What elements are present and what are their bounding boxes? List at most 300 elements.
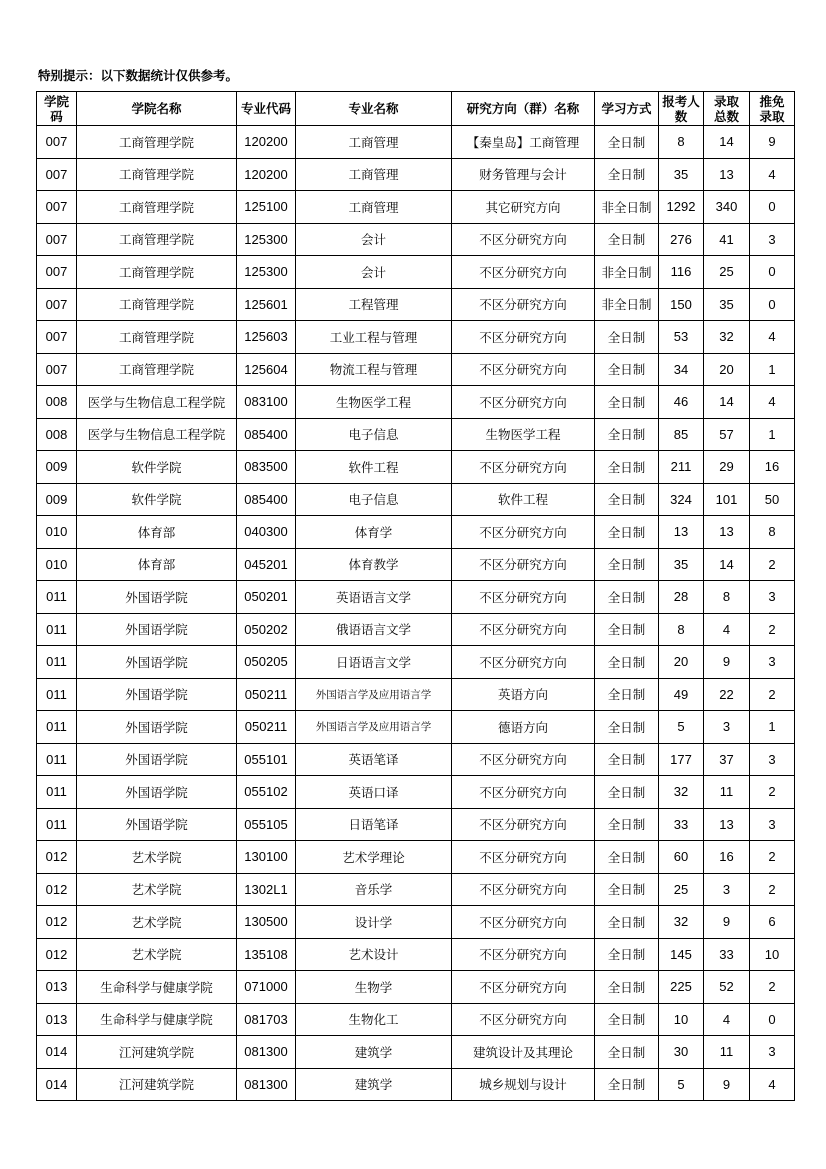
cell-admitted-total: 4 [704,1003,750,1036]
cell-major-code: 135108 [237,938,296,971]
cell-major-name: 体育学 [296,516,452,549]
cell-exempt-admitted: 9 [750,126,795,159]
cell-admitted-total: 340 [704,191,750,224]
cell-applicants: 324 [659,483,704,516]
cell-exempt-admitted: 1 [750,353,795,386]
cell-study-mode: 非全日制 [595,191,659,224]
cell-exempt-admitted: 2 [750,548,795,581]
cell-major-name: 艺术设计 [296,938,452,971]
cell-research-direction: 不区分研究方向 [452,873,595,906]
cell-major-name: 生物医学工程 [296,386,452,419]
table-row [37,353,795,386]
cell-study-mode: 全日制 [595,1068,659,1101]
table-row [37,418,795,451]
cell-study-mode: 全日制 [595,743,659,776]
cell-admitted-total: 35 [704,288,750,321]
table-row [37,646,795,679]
cell-admitted-total: 13 [704,516,750,549]
cell-college-name: 软件学院 [77,451,237,484]
cell-college-name: 工商管理学院 [77,191,237,224]
cell-exempt-admitted: 6 [750,906,795,939]
cell-major-code: 050202 [237,613,296,646]
cell-major-name: 工商管理 [296,191,452,224]
cell-admitted-total: 29 [704,451,750,484]
table-row [37,321,795,354]
cell-research-direction: 不区分研究方向 [452,256,595,289]
cell-major-name: 电子信息 [296,483,452,516]
cell-college-code: 011 [37,646,77,679]
cell-admitted-total: 33 [704,938,750,971]
table-row [37,581,795,614]
cell-applicants: 276 [659,223,704,256]
cell-exempt-admitted: 0 [750,256,795,289]
cell-major-code: 130500 [237,906,296,939]
cell-major-code: 050201 [237,581,296,614]
cell-applicants: 211 [659,451,704,484]
cell-major-name: 生物学 [296,971,452,1004]
header-applicants: 报考人数 [659,92,704,126]
cell-applicants: 20 [659,646,704,679]
cell-research-direction: 生物医学工程 [452,418,595,451]
table-row [37,1036,795,1069]
cell-admitted-total: 9 [704,646,750,679]
cell-applicants: 8 [659,126,704,159]
cell-study-mode: 全日制 [595,451,659,484]
cell-applicants: 10 [659,1003,704,1036]
cell-major-code: 050211 [237,678,296,711]
cell-major-name: 设计学 [296,906,452,939]
cell-exempt-admitted: 4 [750,158,795,191]
cell-major-name: 工商管理 [296,158,452,191]
cell-major-name: 软件工程 [296,451,452,484]
cell-college-code: 007 [37,256,77,289]
cell-exempt-admitted: 2 [750,873,795,906]
cell-major-name: 工业工程与管理 [296,321,452,354]
cell-college-code: 007 [37,321,77,354]
cell-admitted-total: 14 [704,126,750,159]
cell-college-name: 艺术学院 [77,938,237,971]
cell-admitted-total: 14 [704,548,750,581]
cell-major-name: 日语笔译 [296,808,452,841]
cell-admitted-total: 20 [704,353,750,386]
cell-major-code: 081703 [237,1003,296,1036]
cell-college-name: 医学与生物信息工程学院 [77,418,237,451]
table-row [37,191,795,224]
cell-research-direction: 不区分研究方向 [452,581,595,614]
cell-college-code: 011 [37,613,77,646]
cell-college-name: 外国语学院 [77,613,237,646]
cell-major-code: 125601 [237,288,296,321]
cell-admitted-total: 3 [704,873,750,906]
table-row [37,548,795,581]
notice-text: 特别提示：以下数据统计仅供参考。 [38,68,239,83]
cell-admitted-total: 9 [704,906,750,939]
cell-college-name: 外国语学院 [77,776,237,809]
cell-applicants: 60 [659,841,704,874]
cell-study-mode: 全日制 [595,808,659,841]
cell-research-direction: 不区分研究方向 [452,743,595,776]
cell-college-name: 工商管理学院 [77,223,237,256]
cell-exempt-admitted: 3 [750,646,795,679]
cell-research-direction: 其它研究方向 [452,191,595,224]
cell-research-direction: 不区分研究方向 [452,353,595,386]
cell-admitted-total: 101 [704,483,750,516]
cell-major-code: 071000 [237,971,296,1004]
cell-study-mode: 全日制 [595,906,659,939]
table-row [37,906,795,939]
cell-admitted-total: 13 [704,158,750,191]
cell-major-code: 083100 [237,386,296,419]
cell-research-direction: 不区分研究方向 [452,938,595,971]
cell-admitted-total: 11 [704,1036,750,1069]
cell-applicants: 32 [659,776,704,809]
table-row [37,223,795,256]
cell-study-mode: 全日制 [595,516,659,549]
cell-major-code: 083500 [237,451,296,484]
cell-major-code: 055102 [237,776,296,809]
cell-college-name: 江河建筑学院 [77,1036,237,1069]
cell-college-name: 艺术学院 [77,873,237,906]
table-row [37,1003,795,1036]
cell-exempt-admitted: 3 [750,808,795,841]
header-study-mode: 学习方式 [595,92,659,126]
cell-college-code: 011 [37,743,77,776]
cell-study-mode: 全日制 [595,873,659,906]
cell-admitted-total: 3 [704,711,750,744]
cell-major-code: 085400 [237,483,296,516]
cell-major-code: 055101 [237,743,296,776]
cell-study-mode: 全日制 [595,223,659,256]
cell-research-direction: 不区分研究方向 [452,321,595,354]
cell-research-direction: 不区分研究方向 [452,223,595,256]
cell-college-name: 工商管理学院 [77,288,237,321]
table-row [37,288,795,321]
cell-exempt-admitted: 2 [750,841,795,874]
cell-college-name: 工商管理学院 [77,353,237,386]
header-major-name: 专业名称 [296,92,452,126]
cell-college-name: 医学与生物信息工程学院 [77,386,237,419]
cell-college-code: 012 [37,841,77,874]
cell-research-direction: 【秦皇岛】工商管理 [452,126,595,159]
cell-research-direction: 英语方向 [452,678,595,711]
cell-college-name: 体育部 [77,548,237,581]
cell-college-code: 009 [37,451,77,484]
cell-admitted-total: 13 [704,808,750,841]
cell-major-name: 工程管理 [296,288,452,321]
cell-major-name: 俄语语言文学 [296,613,452,646]
cell-major-code: 040300 [237,516,296,549]
cell-applicants: 116 [659,256,704,289]
cell-exempt-admitted: 4 [750,1068,795,1101]
cell-college-code: 010 [37,516,77,549]
cell-study-mode: 全日制 [595,321,659,354]
cell-college-code: 007 [37,223,77,256]
cell-college-name: 软件学院 [77,483,237,516]
cell-applicants: 1292 [659,191,704,224]
table-row [37,808,795,841]
cell-major-code: 125300 [237,256,296,289]
cell-applicants: 33 [659,808,704,841]
table-row [37,158,795,191]
cell-admitted-total: 32 [704,321,750,354]
cell-major-name: 工商管理 [296,126,452,159]
table-row [37,873,795,906]
cell-applicants: 34 [659,353,704,386]
cell-major-name: 会计 [296,256,452,289]
cell-exempt-admitted: 4 [750,386,795,419]
cell-applicants: 32 [659,906,704,939]
cell-admitted-total: 41 [704,223,750,256]
cell-college-code: 010 [37,548,77,581]
cell-admitted-total: 8 [704,581,750,614]
cell-major-name: 英语笔译 [296,743,452,776]
cell-major-code: 081300 [237,1068,296,1101]
cell-major-name: 艺术学理论 [296,841,452,874]
cell-major-name: 建筑学 [296,1068,452,1101]
cell-exempt-admitted: 0 [750,191,795,224]
cell-exempt-admitted: 3 [750,223,795,256]
cell-research-direction: 软件工程 [452,483,595,516]
table-row [37,971,795,1004]
cell-exempt-admitted: 8 [750,516,795,549]
cell-college-code: 007 [37,126,77,159]
cell-major-name: 建筑学 [296,1036,452,1069]
cell-research-direction: 德语方向 [452,711,595,744]
cell-study-mode: 全日制 [595,938,659,971]
cell-college-name: 工商管理学院 [77,256,237,289]
cell-admitted-total: 16 [704,841,750,874]
cell-study-mode: 全日制 [595,418,659,451]
cell-major-code: 125100 [237,191,296,224]
cell-exempt-admitted: 4 [750,321,795,354]
cell-study-mode: 全日制 [595,353,659,386]
cell-applicants: 30 [659,1036,704,1069]
cell-applicants: 49 [659,678,704,711]
cell-study-mode: 全日制 [595,1036,659,1069]
table-row [37,613,795,646]
cell-college-name: 外国语学院 [77,711,237,744]
cell-applicants: 177 [659,743,704,776]
cell-college-name: 艺术学院 [77,906,237,939]
cell-exempt-admitted: 0 [750,288,795,321]
cell-admitted-total: 22 [704,678,750,711]
cell-exempt-admitted: 2 [750,613,795,646]
cell-college-code: 012 [37,906,77,939]
table-row [37,483,795,516]
cell-college-name: 江河建筑学院 [77,1068,237,1101]
cell-study-mode: 全日制 [595,548,659,581]
cell-applicants: 150 [659,288,704,321]
header-research-direction: 研究方向（群）名称 [452,92,595,126]
cell-college-name: 体育部 [77,516,237,549]
cell-exempt-admitted: 2 [750,678,795,711]
cell-college-name: 工商管理学院 [77,158,237,191]
cell-study-mode: 全日制 [595,841,659,874]
cell-college-code: 014 [37,1068,77,1101]
cell-applicants: 85 [659,418,704,451]
cell-major-name: 日语语言文学 [296,646,452,679]
cell-college-code: 011 [37,711,77,744]
cell-study-mode: 全日制 [595,711,659,744]
cell-college-code: 007 [37,353,77,386]
cell-study-mode: 全日制 [595,158,659,191]
cell-applicants: 145 [659,938,704,971]
cell-college-name: 工商管理学院 [77,321,237,354]
admission-table [36,91,795,1101]
cell-research-direction: 不区分研究方向 [452,613,595,646]
cell-admitted-total: 25 [704,256,750,289]
cell-major-code: 1302L1 [237,873,296,906]
cell-major-code: 045201 [237,548,296,581]
cell-exempt-admitted: 1 [750,418,795,451]
header-row [37,92,795,126]
table-row [37,711,795,744]
cell-applicants: 8 [659,613,704,646]
cell-admitted-total: 11 [704,776,750,809]
cell-major-name: 外国语言学及应用语言学 [296,678,452,711]
cell-college-code: 007 [37,158,77,191]
cell-college-code: 013 [37,1003,77,1036]
cell-admitted-total: 4 [704,613,750,646]
cell-study-mode: 全日制 [595,776,659,809]
cell-research-direction: 不区分研究方向 [452,386,595,419]
cell-college-code: 008 [37,386,77,419]
cell-applicants: 5 [659,711,704,744]
cell-applicants: 13 [659,516,704,549]
cell-research-direction: 城乡规划与设计 [452,1068,595,1101]
cell-research-direction: 不区分研究方向 [452,808,595,841]
cell-exempt-admitted: 2 [750,776,795,809]
cell-admitted-total: 37 [704,743,750,776]
cell-study-mode: 非全日制 [595,288,659,321]
table-row [37,256,795,289]
cell-college-name: 艺术学院 [77,841,237,874]
cell-college-code: 007 [37,288,77,321]
cell-major-code: 050205 [237,646,296,679]
cell-admitted-total: 14 [704,386,750,419]
cell-exempt-admitted: 0 [750,1003,795,1036]
cell-applicants: 46 [659,386,704,419]
table-row [37,451,795,484]
cell-research-direction: 财务管理与会计 [452,158,595,191]
cell-research-direction: 建筑设计及其理论 [452,1036,595,1069]
cell-applicants: 53 [659,321,704,354]
cell-research-direction: 不区分研究方向 [452,841,595,874]
cell-college-name: 外国语学院 [77,581,237,614]
cell-college-name: 生命科学与健康学院 [77,1003,237,1036]
cell-college-name: 外国语学院 [77,678,237,711]
cell-research-direction: 不区分研究方向 [452,971,595,1004]
cell-major-name: 英语语言文学 [296,581,452,614]
table-row [37,516,795,549]
cell-major-name: 物流工程与管理 [296,353,452,386]
cell-major-code: 085400 [237,418,296,451]
cell-study-mode: 全日制 [595,678,659,711]
cell-major-name: 电子信息 [296,418,452,451]
cell-applicants: 5 [659,1068,704,1101]
cell-exempt-admitted: 16 [750,451,795,484]
header-college-name: 学院名称 [77,92,237,126]
cell-major-code: 055105 [237,808,296,841]
cell-major-code: 050211 [237,711,296,744]
cell-study-mode: 全日制 [595,1003,659,1036]
cell-college-code: 009 [37,483,77,516]
cell-research-direction: 不区分研究方向 [452,906,595,939]
cell-college-code: 011 [37,581,77,614]
header-major-code: 专业代码 [237,92,296,126]
cell-research-direction: 不区分研究方向 [452,516,595,549]
cell-college-code: 008 [37,418,77,451]
cell-research-direction: 不区分研究方向 [452,1003,595,1036]
cell-applicants: 35 [659,548,704,581]
cell-major-code: 125300 [237,223,296,256]
cell-exempt-admitted: 3 [750,581,795,614]
cell-applicants: 225 [659,971,704,1004]
cell-study-mode: 非全日制 [595,256,659,289]
header-exempt-admitted: 推免录取 [750,92,795,126]
cell-study-mode: 全日制 [595,613,659,646]
header-college-code: 学院码 [37,92,77,126]
cell-exempt-admitted: 50 [750,483,795,516]
cell-college-code: 007 [37,191,77,224]
header-admitted-total: 录取总数 [704,92,750,126]
cell-exempt-admitted: 3 [750,1036,795,1069]
cell-major-name: 音乐学 [296,873,452,906]
cell-research-direction: 不区分研究方向 [452,451,595,484]
cell-applicants: 25 [659,873,704,906]
cell-college-name: 外国语学院 [77,743,237,776]
cell-research-direction: 不区分研究方向 [452,288,595,321]
table-row [37,938,795,971]
table-row [37,841,795,874]
cell-major-name: 体育教学 [296,548,452,581]
cell-study-mode: 全日制 [595,386,659,419]
table-row [37,126,795,159]
cell-study-mode: 全日制 [595,126,659,159]
cell-exempt-admitted: 1 [750,711,795,744]
table-row [37,776,795,809]
cell-study-mode: 全日制 [595,971,659,1004]
cell-college-code: 012 [37,873,77,906]
table-row [37,386,795,419]
cell-major-code: 120200 [237,158,296,191]
cell-study-mode: 全日制 [595,646,659,679]
cell-college-code: 012 [37,938,77,971]
cell-major-code: 125603 [237,321,296,354]
cell-college-code: 011 [37,808,77,841]
cell-applicants: 35 [659,158,704,191]
cell-college-code: 014 [37,1036,77,1069]
cell-college-name: 外国语学院 [77,808,237,841]
cell-major-code: 125604 [237,353,296,386]
table-row [37,743,795,776]
cell-major-code: 081300 [237,1036,296,1069]
table-row [37,678,795,711]
cell-college-name: 工商管理学院 [77,126,237,159]
table-body [37,126,795,1101]
cell-major-name: 会计 [296,223,452,256]
cell-college-name: 生命科学与健康学院 [77,971,237,1004]
cell-college-name: 外国语学院 [77,646,237,679]
cell-study-mode: 全日制 [595,483,659,516]
cell-college-code: 011 [37,678,77,711]
cell-college-code: 011 [37,776,77,809]
cell-exempt-admitted: 2 [750,971,795,1004]
cell-major-code: 130100 [237,841,296,874]
cell-major-name: 英语口译 [296,776,452,809]
cell-major-name: 外国语言学及应用语言学 [296,711,452,744]
cell-exempt-admitted: 10 [750,938,795,971]
